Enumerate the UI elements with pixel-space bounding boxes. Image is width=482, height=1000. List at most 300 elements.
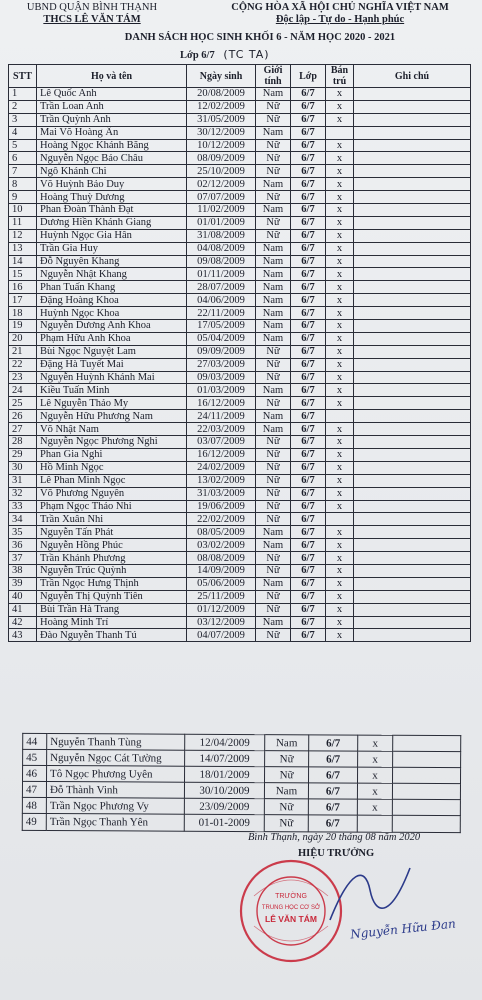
cell-boarding: x xyxy=(326,616,354,629)
cell-name: Đỗ Thành Vinh xyxy=(46,782,184,799)
cell-name: Trần Ngọc Thanh Yên xyxy=(46,814,184,831)
cell-name: Đào Nguyễn Thanh Tú xyxy=(37,629,187,642)
cell-class: 6/7 xyxy=(291,397,326,410)
table-row xyxy=(9,307,471,320)
cell-notes xyxy=(354,410,471,423)
signature-stroke-icon xyxy=(320,860,420,930)
table-row xyxy=(9,603,471,616)
cell-name: Lê Phan Minh Ngọc xyxy=(37,474,187,487)
cell-dob: 19/06/2009 xyxy=(187,500,256,513)
cell-gender: Nữ xyxy=(256,345,291,358)
cell-boarding: x xyxy=(326,539,354,552)
cell-notes xyxy=(354,603,471,616)
cell-gender: Nam xyxy=(256,384,291,397)
cell-dob: 07/07/2009 xyxy=(187,191,256,204)
cell-stt: 42 xyxy=(9,616,37,629)
cell-boarding: x xyxy=(326,603,354,616)
cell-dob: 01/01/2009 xyxy=(187,216,256,229)
cell-gender: Nữ xyxy=(256,448,291,461)
cell-class: 6/7 xyxy=(291,410,326,423)
cell-name: Nguyễn Trúc Quỳnh xyxy=(37,564,187,577)
cell-boarding: x xyxy=(326,100,354,113)
cell-boarding: x xyxy=(326,242,354,255)
cell-name: Nguyễn Hồng Phúc xyxy=(37,539,187,552)
table-row xyxy=(9,242,471,255)
cell-class: 6/7 xyxy=(291,100,326,113)
cell-gender: Nam xyxy=(256,242,291,255)
table-row xyxy=(9,332,471,345)
cell-boarding: x xyxy=(326,590,354,603)
cell-boarding: x xyxy=(326,178,354,191)
cell-class: 6/7 xyxy=(291,165,326,178)
cell-class: 6/7 xyxy=(291,320,326,333)
cell-gender: Nữ xyxy=(256,165,291,178)
cell-name: Nguyễn Nhật Khang xyxy=(37,268,187,281)
cell-dob: 03/07/2009 xyxy=(187,436,256,449)
cell-boarding: x xyxy=(326,152,354,165)
cell-boarding: x xyxy=(326,487,354,500)
cell-dob: 14/09/2009 xyxy=(187,564,256,577)
cell-boarding: x xyxy=(357,783,392,799)
student-table-continued xyxy=(22,733,462,833)
cell-notes xyxy=(354,358,471,371)
cell-stt: 43 xyxy=(9,629,37,642)
cell-gender: Nữ xyxy=(256,216,291,229)
cell-dob: 17/05/2009 xyxy=(187,320,256,333)
cell-stt: 49 xyxy=(22,814,46,830)
cell-gender: Nam xyxy=(264,783,308,799)
cell-gender: Nữ xyxy=(256,139,291,152)
cell-dob: 08/08/2009 xyxy=(187,552,256,565)
cell-boarding: x xyxy=(326,88,354,101)
cell-stt: 20 xyxy=(9,332,37,345)
cell-gender: Nữ xyxy=(256,513,291,526)
cell-gender: Nữ xyxy=(256,500,291,513)
school-name: THCS LÊ VĂN TÁM xyxy=(43,14,141,25)
cell-boarding: x xyxy=(326,191,354,204)
cell-gender: Nữ xyxy=(264,799,308,815)
cell-class: 6/7 xyxy=(291,178,326,191)
cell-boarding: x xyxy=(326,461,354,474)
cell-notes xyxy=(392,767,460,783)
cell-name: Lê Quốc Anh xyxy=(37,88,187,101)
cell-name: Ngô Khánh Chi xyxy=(37,165,187,178)
col-class: Lớp xyxy=(291,65,326,88)
cell-dob: 01/03/2009 xyxy=(187,384,256,397)
country-name: CỘNG HÒA XÃ HỘI CHỦ NGHĨA VIỆT NAM xyxy=(231,2,449,13)
cell-dob: 12/02/2009 xyxy=(187,100,256,113)
cell-dob: 09/09/2009 xyxy=(187,345,256,358)
table-row xyxy=(9,397,471,410)
cell-gender: Nam xyxy=(256,281,291,294)
cell-class: 6/7 xyxy=(291,113,326,126)
cell-dob: 18/01/2009 xyxy=(185,766,265,783)
cell-dob: 31/08/2009 xyxy=(187,229,256,242)
cell-boarding: x xyxy=(326,294,354,307)
cell-class: 6/7 xyxy=(291,229,326,242)
cell-gender: Nữ xyxy=(256,590,291,603)
cell-gender: Nữ xyxy=(265,751,309,767)
cell-boarding: x xyxy=(357,799,392,815)
cell-notes xyxy=(354,126,471,139)
table-row xyxy=(9,371,471,384)
cell-gender: Nam xyxy=(256,294,291,307)
cell-boarding: x xyxy=(326,229,354,242)
cell-stt: 19 xyxy=(9,320,37,333)
col-stt: STT xyxy=(9,65,37,88)
cell-stt: 38 xyxy=(9,564,37,577)
cell-stt: 3 xyxy=(9,113,37,126)
cell-dob: 04/06/2009 xyxy=(187,294,256,307)
cell-name: Tô Ngọc Phương Uyên xyxy=(47,766,185,783)
cell-gender: Nam xyxy=(256,320,291,333)
cell-stt: 12 xyxy=(9,229,37,242)
header-right xyxy=(205,2,475,26)
cell-name: Võ Nhật Nam xyxy=(37,423,187,436)
cell-notes xyxy=(354,100,471,113)
cell-gender: Nữ xyxy=(256,152,291,165)
cell-notes xyxy=(393,735,461,751)
table-row xyxy=(9,629,471,642)
table-row xyxy=(9,448,471,461)
cell-notes xyxy=(354,113,471,126)
district-name: UBND QUẬN BÌNH THẠNH xyxy=(26,2,158,13)
cell-name: Trần Ngọc Hưng Thịnh xyxy=(37,577,187,590)
cell-stt: 11 xyxy=(9,216,37,229)
cell-notes xyxy=(354,281,471,294)
cell-notes xyxy=(354,500,471,513)
stamp-line-1: TRƯỜNG xyxy=(275,893,307,900)
cell-class: 6/7 xyxy=(291,603,326,616)
cell-class: 6/7 xyxy=(291,448,326,461)
cell-gender: Nam xyxy=(256,410,291,423)
cell-notes xyxy=(354,616,471,629)
table-row xyxy=(9,139,471,152)
cell-name: Trần Loan Anh xyxy=(37,100,187,113)
cell-name: Nguyễn Ngọc Phương Nghi xyxy=(37,436,187,449)
cell-class: 6/7 xyxy=(291,255,326,268)
handwritten-note: (TC TA) xyxy=(223,48,270,61)
cell-boarding: x xyxy=(326,255,354,268)
cell-notes xyxy=(354,552,471,565)
table-row xyxy=(9,113,471,126)
table-row xyxy=(9,526,471,539)
cell-boarding: x xyxy=(326,113,354,126)
cell-class: 6/7 xyxy=(291,294,326,307)
cell-class: 6/7 xyxy=(291,436,326,449)
cell-name: Hoàng Minh Trí xyxy=(37,616,187,629)
col-name: Họ và tên xyxy=(37,65,187,88)
cell-gender: Nam xyxy=(265,735,309,751)
table-header-row xyxy=(9,65,471,88)
cell-stt: 7 xyxy=(9,165,37,178)
cell-dob: 09/03/2009 xyxy=(187,371,256,384)
cell-stt: 37 xyxy=(9,552,37,565)
cell-stt: 46 xyxy=(23,766,47,782)
class-line xyxy=(180,48,380,61)
cell-gender: Nữ xyxy=(264,767,308,783)
cell-class: 6/7 xyxy=(291,126,326,139)
cell-notes xyxy=(354,139,471,152)
cell-gender: Nam xyxy=(256,616,291,629)
cell-boarding: x xyxy=(326,577,354,590)
cell-notes xyxy=(354,371,471,384)
cell-stt: 26 xyxy=(9,410,37,423)
cell-dob: 10/12/2009 xyxy=(187,139,256,152)
table-row xyxy=(9,216,471,229)
cell-stt: 39 xyxy=(9,577,37,590)
cell-dob: 03/02/2009 xyxy=(187,539,256,552)
cell-gender: Nữ xyxy=(256,552,291,565)
cell-dob: 31/05/2009 xyxy=(187,113,256,126)
cell-boarding: x xyxy=(326,332,354,345)
cell-class: 6/7 xyxy=(291,577,326,590)
cell-name: Nguyễn Thanh Tùng xyxy=(47,733,185,750)
cell-notes xyxy=(354,397,471,410)
cell-class: 6/7 xyxy=(291,474,326,487)
cell-dob: 04/07/2009 xyxy=(187,629,256,642)
cell-class: 6/7 xyxy=(291,358,326,371)
cell-dob: 27/03/2009 xyxy=(187,358,256,371)
table-row xyxy=(9,577,471,590)
cell-stt: 41 xyxy=(9,603,37,616)
cell-gender: Nữ xyxy=(256,229,291,242)
cell-class: 6/7 xyxy=(291,423,326,436)
cell-class: 6/7 xyxy=(291,216,326,229)
cell-dob: 30/12/2009 xyxy=(187,126,256,139)
cell-gender: Nữ xyxy=(256,371,291,384)
table-row xyxy=(9,255,471,268)
cell-name: Bùi Ngọc Nguyệt Lam xyxy=(37,345,187,358)
cell-name: Nguyễn Dương Anh Khoa xyxy=(37,320,187,333)
cell-name: Nguyễn Thị Quỳnh Tiên xyxy=(37,590,187,603)
cell-name: Hoàng Ngọc Khánh Băng xyxy=(37,139,187,152)
cell-gender: Nữ xyxy=(264,815,308,831)
table-row xyxy=(9,590,471,603)
cell-name: Bùi Trần Hà Trang xyxy=(37,603,187,616)
cell-notes xyxy=(392,816,460,832)
cell-class: 6/7 xyxy=(291,552,326,565)
cell-stt: 45 xyxy=(23,749,47,765)
cell-gender: Nữ xyxy=(256,603,291,616)
cell-boarding: x xyxy=(326,436,354,449)
cell-dob: 01/12/2009 xyxy=(187,603,256,616)
cell-dob: 08/05/2009 xyxy=(187,526,256,539)
cell-stt: 29 xyxy=(9,448,37,461)
cell-class: 6/7 xyxy=(291,513,326,526)
cell-name: Trần Xuân Nhi xyxy=(37,513,187,526)
cell-notes xyxy=(354,165,471,178)
cell-dob: 22/11/2009 xyxy=(187,307,256,320)
cell-boarding: x xyxy=(358,751,393,767)
cell-gender: Nữ xyxy=(256,564,291,577)
cell-dob: 14/07/2009 xyxy=(185,750,265,767)
cell-gender: Nam xyxy=(256,307,291,320)
col-dob: Ngày sinh xyxy=(187,65,256,88)
national-motto: Độc lập - Tự do - Hạnh phúc xyxy=(275,14,405,25)
cell-name: Nguyễn Ngọc Bảo Châu xyxy=(37,152,187,165)
cell-stt: 1 xyxy=(9,88,37,101)
cell-notes xyxy=(354,629,471,642)
cell-notes xyxy=(354,474,471,487)
cell-stt: 34 xyxy=(9,513,37,526)
cell-boarding: x xyxy=(326,268,354,281)
cell-boarding xyxy=(326,513,354,526)
cell-stt: 36 xyxy=(9,539,37,552)
cell-stt: 10 xyxy=(9,204,37,217)
cell-stt: 4 xyxy=(9,126,37,139)
cell-name: Phan Đoàn Thành Đạt xyxy=(37,204,187,217)
cell-name: Huỳnh Ngọc Gia Hân xyxy=(37,229,187,242)
col-boarding: Bán trú xyxy=(326,65,354,88)
cell-boarding: x xyxy=(326,139,354,152)
cell-notes xyxy=(354,384,471,397)
cell-gender: Nữ xyxy=(256,487,291,500)
cell-dob: 11/02/2009 xyxy=(187,204,256,217)
cell-name: Hồ Minh Ngọc xyxy=(37,461,187,474)
cell-notes xyxy=(354,88,471,101)
table-row xyxy=(9,165,471,178)
cell-boarding: x xyxy=(326,204,354,217)
cell-stt: 48 xyxy=(22,798,46,814)
cell-name: Mai Võ Hoàng Ân xyxy=(37,126,187,139)
cell-notes xyxy=(354,255,471,268)
cell-class: 6/7 xyxy=(309,735,358,751)
cell-stt: 9 xyxy=(9,191,37,204)
student-table xyxy=(8,64,471,642)
cell-gender: Nam xyxy=(256,332,291,345)
table-row xyxy=(9,487,471,500)
cell-boarding: x xyxy=(326,281,354,294)
cell-name: Nguyễn Tấn Phát xyxy=(37,526,187,539)
cell-class: 6/7 xyxy=(291,345,326,358)
cell-class: 6/7 xyxy=(291,268,326,281)
cell-dob: 24/02/2009 xyxy=(187,461,256,474)
table-row xyxy=(9,88,471,101)
cell-class: 6/7 xyxy=(291,88,326,101)
table-row xyxy=(9,268,471,281)
cell-notes xyxy=(354,268,471,281)
table-row xyxy=(9,423,471,436)
cell-gender: Nam xyxy=(256,268,291,281)
cell-name: Trần Khánh Phương xyxy=(37,552,187,565)
cell-notes xyxy=(354,487,471,500)
cell-gender: Nữ xyxy=(256,113,291,126)
table-row xyxy=(9,345,471,358)
cell-class: 6/7 xyxy=(291,629,326,642)
table-row xyxy=(9,100,471,113)
cell-class: 6/7 xyxy=(291,204,326,217)
cell-gender: Nam xyxy=(256,126,291,139)
table-row xyxy=(9,500,471,513)
cell-name: Phạm Ngọc Thảo Nhi xyxy=(37,500,187,513)
cell-stt: 22 xyxy=(9,358,37,371)
cell-dob: 30/10/2009 xyxy=(184,782,264,799)
cell-dob: 05/06/2009 xyxy=(187,577,256,590)
cell-stt: 31 xyxy=(9,474,37,487)
cell-boarding: x xyxy=(326,345,354,358)
cell-gender: Nam xyxy=(256,577,291,590)
cell-boarding: x xyxy=(358,735,393,751)
cell-dob: 22/02/2009 xyxy=(187,513,256,526)
cell-notes xyxy=(354,564,471,577)
table-row xyxy=(9,320,471,333)
cell-stt: 21 xyxy=(9,345,37,358)
cell-gender: Nam xyxy=(256,539,291,552)
cell-notes xyxy=(354,539,471,552)
cell-notes xyxy=(354,216,471,229)
cell-notes xyxy=(392,800,460,816)
cell-boarding xyxy=(326,126,354,139)
cell-class: 6/7 xyxy=(291,500,326,513)
cell-name: Võ Phương Nguyên xyxy=(37,487,187,500)
cell-dob: 12/04/2009 xyxy=(185,734,265,751)
cell-notes xyxy=(354,229,471,242)
cell-name: Nguyễn Ngọc Cát Tường xyxy=(47,750,185,767)
cell-notes xyxy=(354,178,471,191)
cell-boarding: x xyxy=(326,165,354,178)
cell-class: 6/7 xyxy=(291,191,326,204)
cell-stt: 44 xyxy=(23,733,47,749)
cell-boarding: x xyxy=(326,358,354,371)
cell-dob: 04/08/2009 xyxy=(187,242,256,255)
cell-class: 6/7 xyxy=(291,307,326,320)
cell-name: Trần Gia Huy xyxy=(37,242,187,255)
cell-boarding: x xyxy=(326,397,354,410)
cell-dob: 28/07/2009 xyxy=(187,281,256,294)
cell-stt: 33 xyxy=(9,500,37,513)
stamp-line-2: TRUNG HỌC CƠ SỞ xyxy=(261,905,321,911)
cell-notes xyxy=(354,345,471,358)
cell-boarding xyxy=(357,816,392,832)
cell-gender: Nữ xyxy=(256,629,291,642)
class-label: Lớp 6/7 xyxy=(180,50,215,61)
cell-notes xyxy=(354,332,471,345)
cell-notes xyxy=(354,436,471,449)
table-row xyxy=(9,552,471,565)
cell-boarding: x xyxy=(326,320,354,333)
table-row xyxy=(9,152,471,165)
cell-class: 6/7 xyxy=(291,281,326,294)
cell-notes xyxy=(354,590,471,603)
cell-notes xyxy=(354,320,471,333)
table-row xyxy=(9,513,471,526)
cell-notes xyxy=(354,461,471,474)
cell-stt: 32 xyxy=(9,487,37,500)
cell-name: Phạm Hữu Anh Khoa xyxy=(37,332,187,345)
cell-gender: Nữ xyxy=(256,474,291,487)
cell-gender: Nữ xyxy=(256,100,291,113)
cell-dob: 05/04/2009 xyxy=(187,332,256,345)
cell-boarding: x xyxy=(326,448,354,461)
cell-stt: 27 xyxy=(9,423,37,436)
cell-name: Nguyễn Hữu Phương Nam xyxy=(37,410,187,423)
col-notes: Ghi chú xyxy=(354,65,471,88)
cell-notes xyxy=(354,294,471,307)
cell-gender: Nam xyxy=(256,178,291,191)
cell-stt: 30 xyxy=(9,461,37,474)
cell-dob: 24/11/2009 xyxy=(187,410,256,423)
header-left xyxy=(12,2,172,26)
cell-boarding: x xyxy=(357,767,392,783)
cell-class: 6/7 xyxy=(308,799,357,815)
cell-dob: 23/09/2009 xyxy=(184,799,264,816)
table-row xyxy=(9,384,471,397)
cell-gender: Nam xyxy=(256,204,291,217)
cell-stt: 13 xyxy=(9,242,37,255)
cell-gender: Nam xyxy=(256,526,291,539)
cell-dob: 01-01-2009 xyxy=(184,815,264,832)
